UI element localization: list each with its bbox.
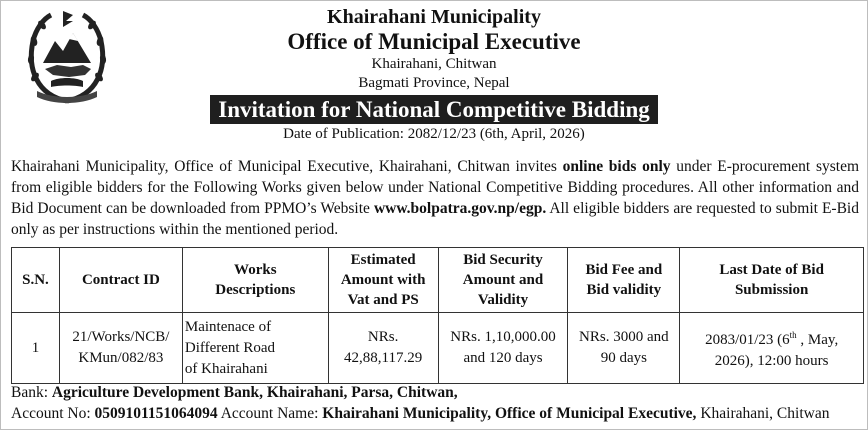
bank-name: Agriculture Development Bank, Khairahani, Parsa, Chitwan, xyxy=(51,384,458,401)
notice-title-banner: Invitation for National Competitive Bidding xyxy=(210,95,658,124)
ppmo-website-link[interactable]: www.bolpatra.gov.np/egp. xyxy=(373,200,547,217)
col-header-estimated-amount: Estimated Amount with Vat and PS xyxy=(328,248,438,313)
cell-last-date: 2083/01/23 (6th , May, 2026), 12:00 hours xyxy=(680,313,864,384)
col-header-sn: S.N. xyxy=(12,248,60,313)
bank-details xyxy=(11,382,861,424)
cell-works-description: Maintenace of Different Road of Khairahani xyxy=(182,313,328,384)
col-header-contract-id: Contract ID xyxy=(59,248,182,313)
cell-contract-id: 21/Works/NCB/ KMun/082/83 xyxy=(59,313,182,384)
office-name: Office of Municipal Executive xyxy=(287,29,581,54)
col-header-bid-fee: Bid Fee and Bid validity xyxy=(568,248,680,313)
bank-line: Bank: Agriculture Development Bank, Khairahani, Parsa, Chitwan, xyxy=(11,384,458,401)
col-header-works-descriptions: Works Descriptions xyxy=(182,248,328,313)
bid-table xyxy=(11,247,864,384)
account-number: 0509101151064094 xyxy=(94,405,218,422)
account-line: Account No: 0509101151064094 Account Name: Khairahani Municipality, Office of Municipal Executive, Khairahani, Chitwan xyxy=(11,405,830,422)
col-header-bid-security: Bid Security Amount and Validity xyxy=(438,248,568,313)
address-line-2: Bagmati Province, Nepal xyxy=(358,75,510,91)
intro-paragraph xyxy=(11,156,859,240)
intro-text-2: under E-procurement system from eligible bidders for the Following Works given below under National Competitive Bidding procedures. All other information and Bid Document can be downloaded from PPMO’s Website xyxy=(11,158,859,217)
address-line-1: Khairahani, Chitwan xyxy=(371,56,497,72)
publication-date: Date of Publication: 2082/12/23 (6th, April, 2026) xyxy=(283,126,585,142)
table-row xyxy=(12,313,864,384)
notice-header xyxy=(1,5,867,144)
col-header-last-date: Last Date of Bid Submission xyxy=(680,248,864,313)
cell-sn: 1 xyxy=(12,313,60,384)
intro-text-1: Khairahani Municipality, Office of Municipal Executive, Khairahani, Chitwan invites xyxy=(11,158,563,175)
cell-bid-fee: NRs. 3000 and 90 days xyxy=(568,313,680,384)
cell-bid-security: NRs. 1,10,000.00 and 120 days xyxy=(438,313,568,384)
municipality-name: Khairahani Municipality xyxy=(327,6,541,28)
intro-bold-online-bids: online bids only xyxy=(562,158,671,175)
table-header-row xyxy=(12,248,864,313)
account-name: Khairahani Municipality, Office of Municipal Executive, xyxy=(322,405,697,422)
cell-estimated-amount: NRs. 42,88,117.29 xyxy=(328,313,438,384)
intro-text-3: All eligible bidders are requested to submit E-Bid only as per instructions within the mentioned period. xyxy=(11,200,859,238)
